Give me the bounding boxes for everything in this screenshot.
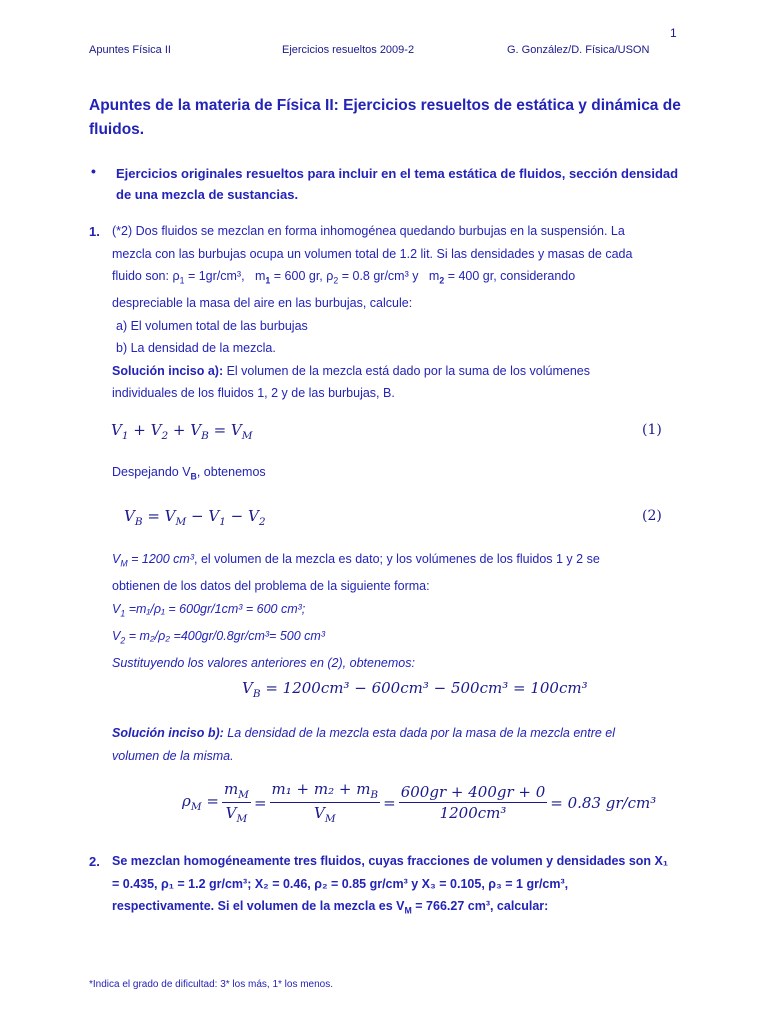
substitution-line: Sustituyendo los valores anteriores en (2), obtenemos: bbox=[112, 655, 415, 670]
problem-2-line-2: = 0.435, ρ₁ = 1.2 gr/cm³; X₂ = 0.46, ρ₂ = 0.85 gr/cm³ y X₃ = 0.105, ρ₃ = 1 gr/cm³, bbox=[112, 876, 569, 891]
problem-1-line-3: fluido son: $\rho_1 = 1gr/cm^3$, $m_1 = 600$ gr, $\rho_2 = 0.8$ gr/cm³ y $m_2 = 400$ gr, considerando bbox=[112, 269, 576, 286]
equation-2-number: (2) bbox=[642, 508, 662, 524]
fraction-1: $\frac{m_M}{V_M}$ bbox=[223, 780, 249, 825]
vm-line: $V_M = 1200$ cm³, el volumen de la mezcla es dato; y los volúmenes de los fluidos 1 y 2 se bbox=[112, 552, 600, 569]
item-b: b) La densidad de la mezcla. bbox=[116, 341, 276, 355]
header-center: Ejercicios resueltos 2009-2 bbox=[282, 44, 415, 56]
problem-1-line-1: (*2) Dos fluidos se mezclan en forma inhomogénea quedando burbujas en la suspensión. La bbox=[112, 224, 625, 238]
equation-2: $V_B = V_M - V_1 - V_2$ bbox=[124, 507, 266, 528]
problem-2-number: 2. bbox=[89, 854, 100, 869]
bullet-text: Ejercicios originales resueltos para incluir en el tema estática de fluidos, sección densidad de una mezcla de sustancias. bbox=[116, 166, 679, 202]
v1-line: $V_1 =m_1/\rho_1 = 600gr/1cm^3 = 600$ cm³; bbox=[112, 601, 306, 618]
values-paragraph bbox=[112, 548, 680, 674]
solution-a: Solución inciso a): El volumen de la mezcla está dado por la suma de los volúmenes bbox=[112, 363, 590, 378]
equation-4: $\rho_M$ = $\frac{m_M}{V_M}$ = $\frac{m_1 + m_2 + m_B}{V_M}$ = $\frac{600gr + 400gr + 0}{\text{1200cm³}}$ = 0.83 gr/cm³ bbox=[182, 780, 657, 825]
fraction-3: $\frac{600gr + 400gr + 0}{\text{1200cm³}}$ bbox=[400, 783, 546, 822]
vm-line-2: obtienen de los datos del problema de la siguiente forma: bbox=[112, 579, 430, 593]
problem-2-line-3: respectivamente. Si el volumen de la mezcla es $V_M = 766.27$ cm³, calcular: bbox=[112, 899, 549, 916]
density-result: = 0.83 gr/cm³ bbox=[550, 793, 657, 812]
fraction-2: $\frac{m_1 + m_2 + m_B}{V_M}$ bbox=[271, 780, 379, 825]
bullet-marker: • bbox=[91, 163, 96, 179]
header-left: Apuntes Física II bbox=[89, 44, 171, 56]
footnote: *Indica el grado de dificultad: 3* los más, 1* los menos. bbox=[89, 979, 334, 990]
solution-b: Solución inciso b): La densidad de la mezcla esta dada por la masa de la mezcla entre el volumen de la misma. bbox=[112, 722, 680, 767]
solution-a-line-2: individuales de los fluidos 1, 2 y de las burbujas, B. bbox=[112, 386, 395, 400]
equation-1: $V_1 + V_2 + V_B = V_M$ bbox=[111, 421, 253, 442]
v2-line: $V_2 = m_2/\rho_2 =400gr/0.8gr/cm^3= 500$ cm³ bbox=[112, 628, 325, 645]
problem-2-statement bbox=[112, 850, 680, 922]
item-a: a) El volumen total de las burbujas bbox=[116, 318, 308, 333]
solution-b-label: Solución inciso b): bbox=[112, 726, 224, 740]
solution-a-label: Solución inciso a): bbox=[112, 363, 224, 378]
equation-3: $V_B = 1200cm^3 - 600cm^3 - 500cm^3 = 100cm^3$ bbox=[242, 679, 588, 700]
m2-value: = 400 gr, considerando bbox=[447, 269, 576, 283]
problem-1-statement bbox=[112, 220, 680, 405]
problem-2-line-1: Se mezclan homogéneamente tres fluidos, cuyas fracciones de volumen y densidades son X₁ bbox=[112, 854, 669, 868]
equation-1-number: (1) bbox=[642, 422, 662, 438]
page-number: 1 bbox=[670, 26, 677, 40]
rho2-value: = 0.8 gr/cm³ y bbox=[341, 269, 419, 283]
page-title: Apuntes de la materia de Física II: Ejercicios resueltos de estática y dinámica de fluidos. bbox=[89, 97, 681, 138]
solution-b-line-2: volumen de la misma. bbox=[112, 748, 234, 763]
problem-1-line-4: despreciable la masa del aire en las burbujas, calcule: bbox=[112, 296, 413, 310]
problem-1-line-2: mezcla con las burbujas ocupa un volumen total de 1.2 lit. Si las densidades y masas de cada bbox=[112, 246, 633, 261]
despejando-text: Despejando $V_B$, obtenemos bbox=[112, 465, 266, 482]
header-right: G. González/D. Física/USON bbox=[507, 44, 650, 56]
rho1-value: = 1gr/cm³, bbox=[187, 269, 245, 283]
m1-value: = 600 gr, bbox=[273, 269, 323, 283]
problem-1-number: 1. bbox=[89, 224, 100, 239]
